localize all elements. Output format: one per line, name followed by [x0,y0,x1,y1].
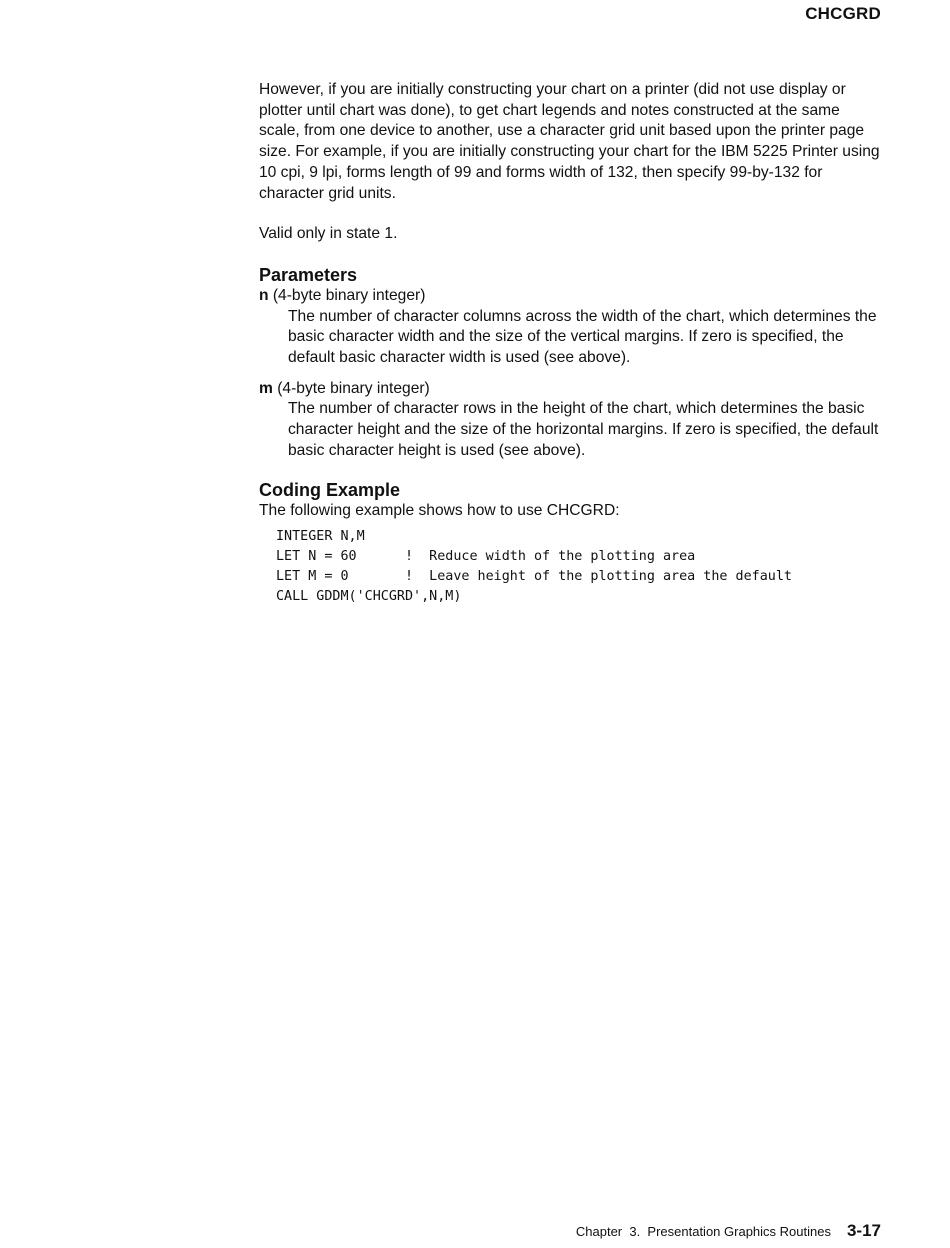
footer-chapter: Chapter 3. Presentation Graphics Routines [575,1224,831,1239]
intro-paragraph: However, if you are initially constructing your chart on a printer (did not use display or plotter until chart was done), to get chart legends and notes constructed at the same scale, from one device to another, use a character grid unit based upon the printer page size. For example, if you are initially constructing your chart for the IBM 5225 Printer using 10 cpi, 9 lpi, forms length of 99 and forms width of 132, then specify 99-by-132 for character grid units. [259,81,880,202]
parameter-name: m [259,379,273,397]
code-block [276,527,884,606]
valid-state-note: Valid only in state 1. [259,225,398,243]
parameters-section [259,264,884,462]
coding-example-heading: Coding Example [259,479,401,500]
parameter-description: The number of character rows in the height of the chart, which determines the basic character height and the size of the horizontal margins. If zero is specified, the default basic character height is used (see above). [288,400,879,459]
code-line: LET M = 0 ! Leave height of the plotting area the default [276,568,792,584]
parameter-m [259,379,884,462]
page-number: 3-17 [846,1221,881,1240]
parameter-type: (4-byte binary integer) [272,379,430,397]
code-line: LET N = 60 ! Reduce width of the plotting area [276,549,696,565]
code-line: CALL GDDM('CHCGRD',N,M) [276,588,462,604]
coding-example-section [259,479,884,607]
parameter-term [259,286,884,307]
parameters-heading: Parameters [259,264,358,285]
parameter-n [259,286,884,369]
code-line: INTEGER N,M [276,529,365,545]
parameter-name: n [259,286,269,304]
parameter-description: The number of character columns across the width of the chart, which determines the basic character width and the size of the vertical margins. If zero is specified, the default basic character width is used (see above). [288,307,877,367]
parameter-term [259,379,884,400]
parameter-type: (4-byte binary integer) [268,286,426,304]
document-body [259,80,884,606]
page-footer [576,1221,881,1241]
running-head-title: CHCGRD [805,4,881,23]
coding-example-intro: The following example shows how to use CHCGRD: [259,501,620,519]
